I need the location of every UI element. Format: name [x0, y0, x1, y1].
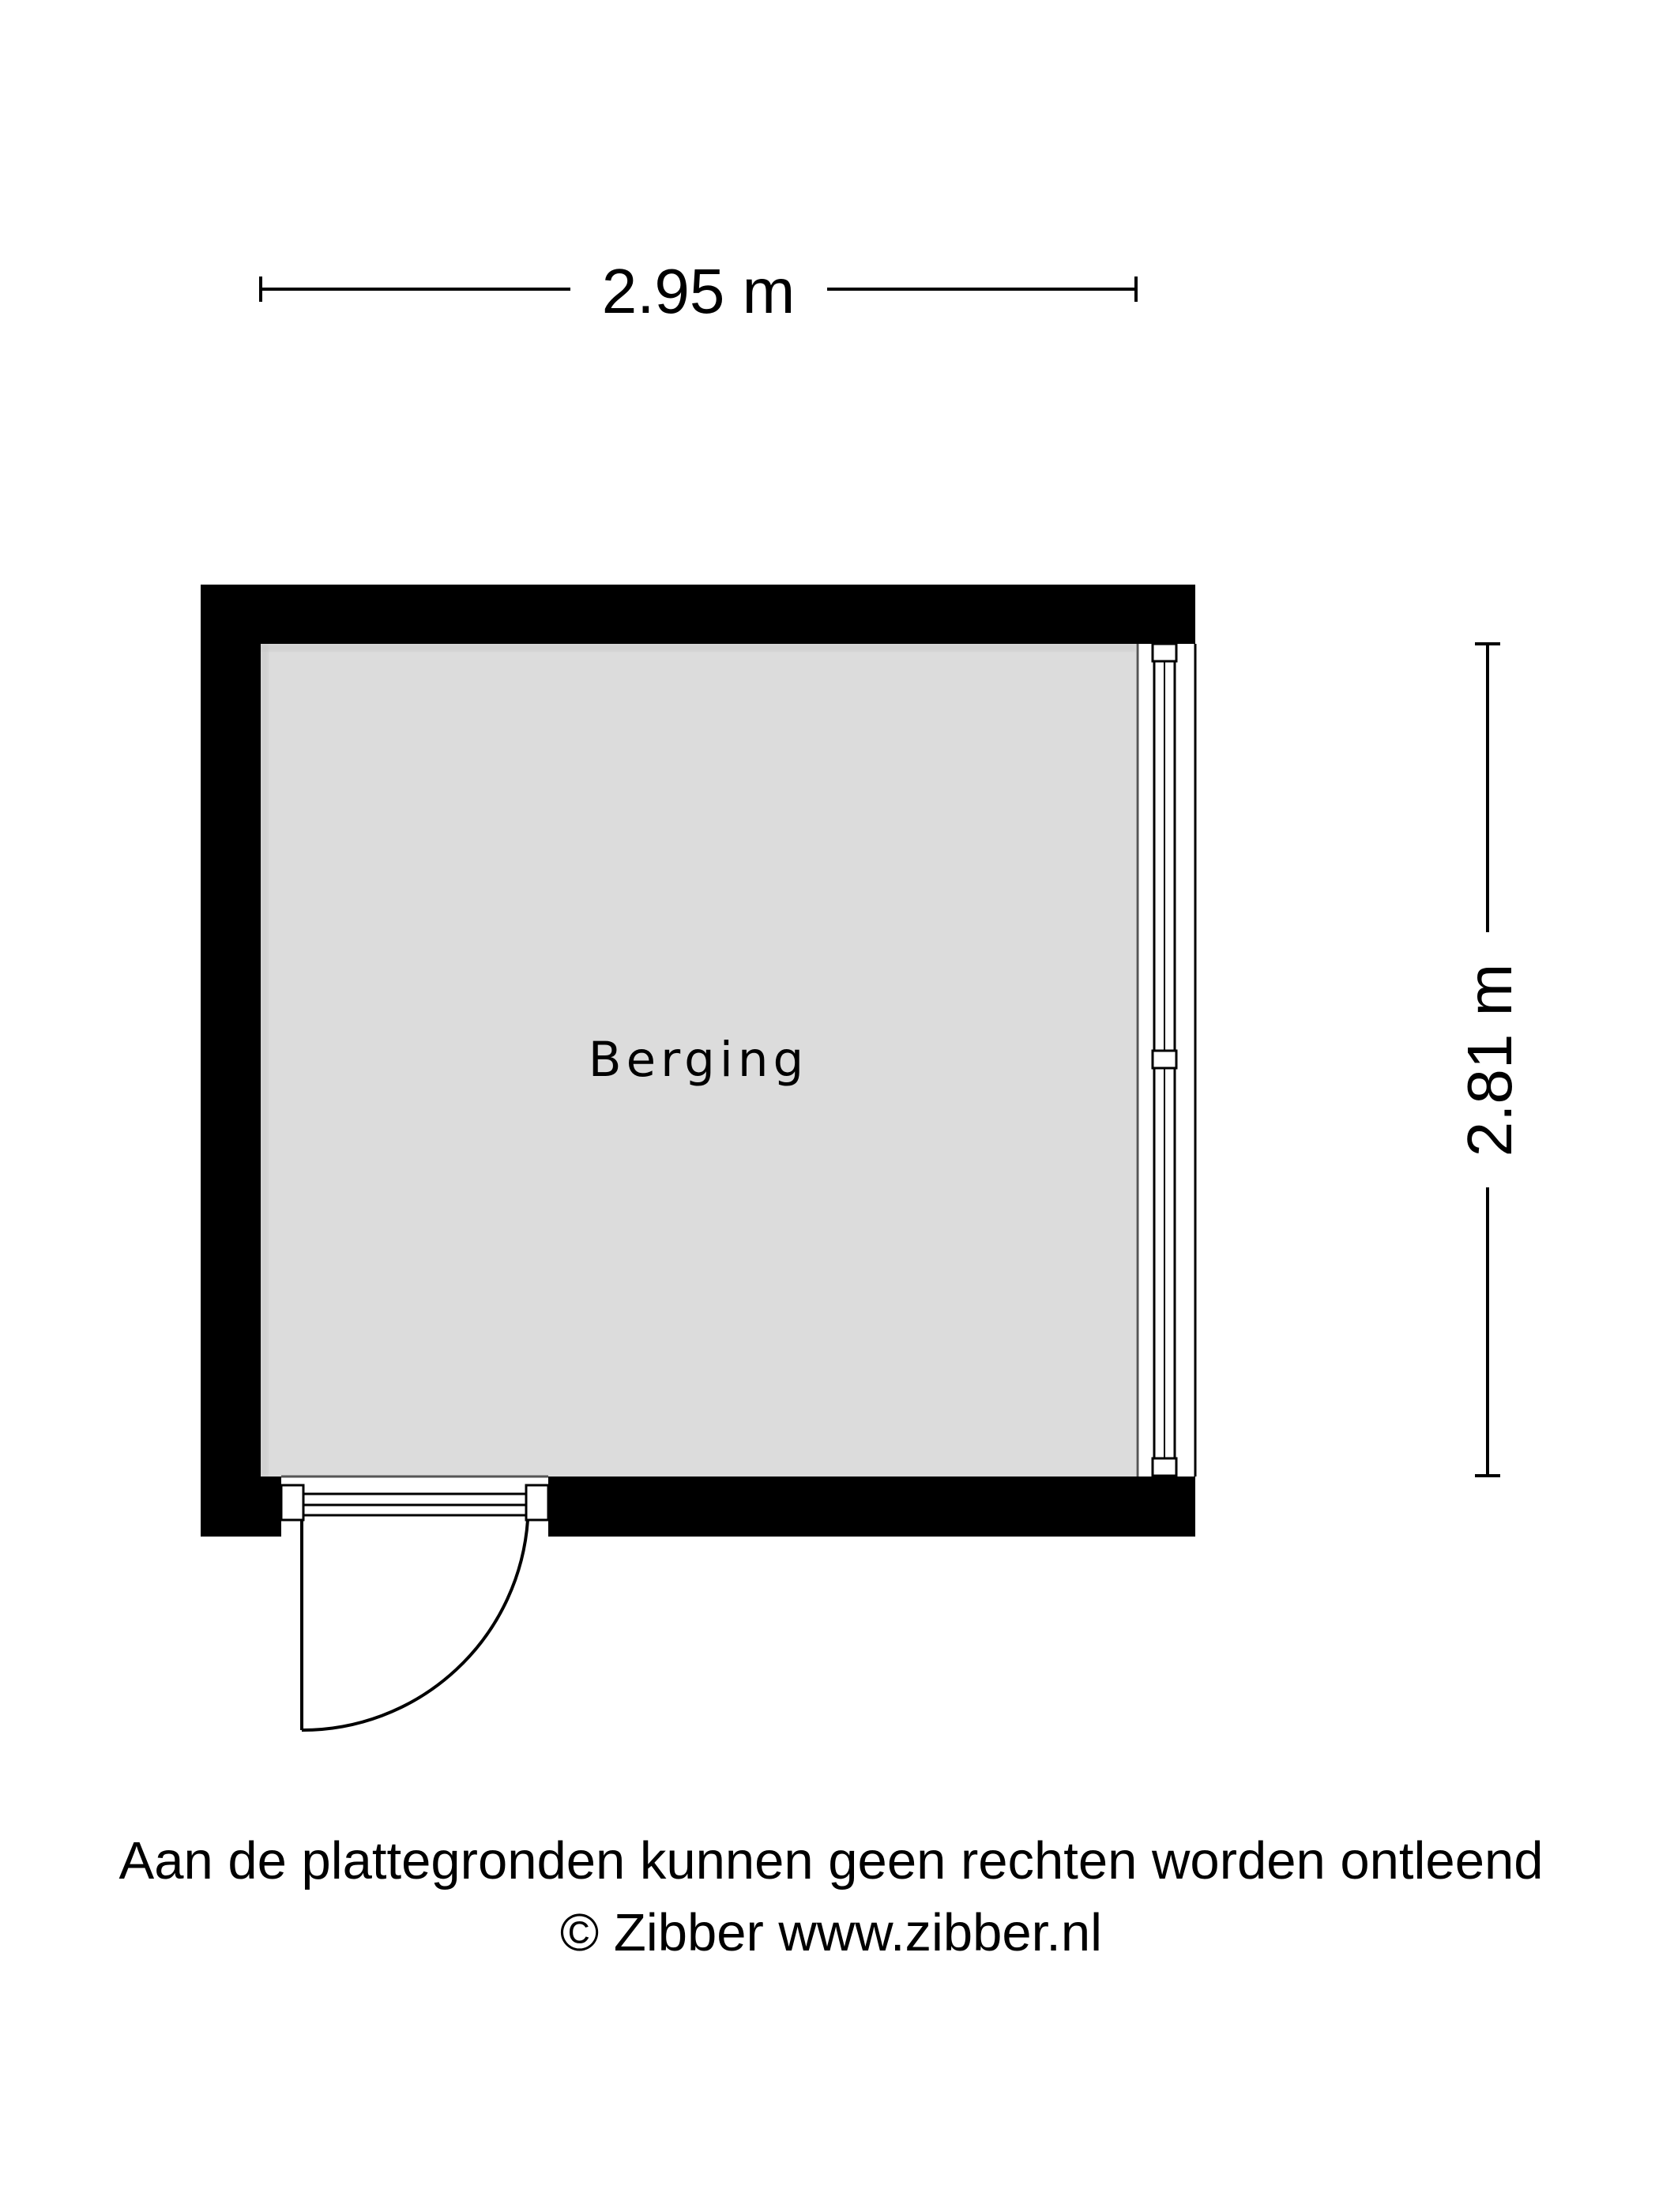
wall-right-top: [1156, 585, 1195, 644]
copyright-text: © Zibber www.zibber.nl: [559, 1903, 1103, 1962]
wall-left: [201, 585, 261, 1537]
height-dimension-label: 2.81 m: [1454, 963, 1525, 1157]
wall-right-bottom: [1156, 1476, 1195, 1537]
door: [281, 1477, 548, 1730]
height-dimension: [1454, 644, 1525, 1476]
door-swing-arc: [302, 1520, 528, 1730]
width-dimension-label: 2.95 m: [601, 256, 796, 326]
wall-bottom-left: [201, 1477, 281, 1537]
room-label: Berging: [588, 1032, 809, 1088]
wall-bottom-right: [548, 1477, 1195, 1537]
disclaimer-text: Aan de plattegronden kunnen geen rechten worden ontleend: [118, 1831, 1544, 1890]
wall-top: [201, 585, 1195, 644]
window-right: [1136, 644, 1195, 1477]
width-dimension: [261, 256, 1136, 326]
